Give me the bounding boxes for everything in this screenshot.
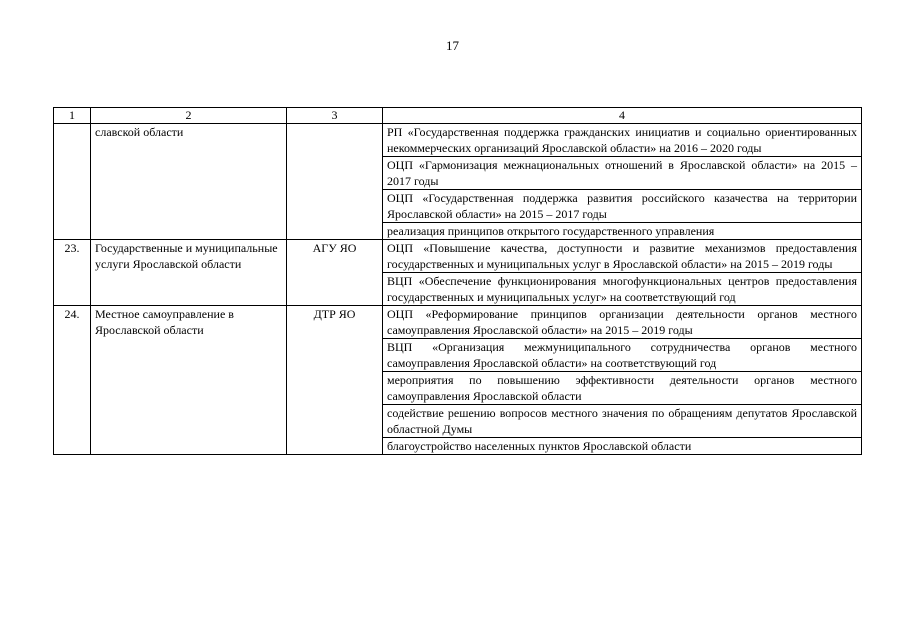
- column-header-2: 2: [91, 108, 287, 124]
- table-header-row: [54, 108, 862, 124]
- program-cell: ОЦП «Государственная поддержка развития российского казачества на территории Ярославской области» на 2015 – 2017 годы: [383, 190, 862, 223]
- row-number: 23.: [54, 240, 91, 306]
- executor: АГУ ЯО: [287, 240, 383, 306]
- program-cell: содействие решению вопросов местного значения по обращениям депутатов Ярославской областной Думы: [383, 405, 862, 438]
- area-name: славской области: [91, 124, 287, 240]
- program-cell: ВЦП «Обеспечение функционирования многофункциональных центров предоставления государственных и муниципальных услуг» на соответствующий год: [383, 273, 862, 306]
- row-number: 24.: [54, 306, 91, 455]
- program-cell: РП «Государственная поддержка гражданских инициатив и социально ориентированных некоммерческих организаций Ярославской области» на 2016 – 2020 годы: [383, 124, 862, 157]
- program-cell: благоустройство населенных пунктов Ярославской области: [383, 438, 862, 455]
- program-cell: ОЦП «Гармонизация межнациональных отношений в Ярославской области» на 2015 – 2017 годы: [383, 157, 862, 190]
- executor: [287, 124, 383, 240]
- table-row: [54, 306, 862, 339]
- program-cell: ОЦП «Реформирование принципов организации деятельности органов местного самоуправления Ярославской области» на 2015 – 2019 годы: [383, 306, 862, 339]
- program-cell: мероприятия по повышению эффективности деятельности органов местного самоуправления Ярославской области: [383, 372, 862, 405]
- area-name: Местное самоуправление в Ярославской области: [91, 306, 287, 455]
- program-cell: ВЦП «Организация межмуниципального сотрудничества органов местного самоуправления Ярославской области» на соответствующий год: [383, 339, 862, 372]
- area-name: Государственные и муниципальные услуги Ярославской области: [91, 240, 287, 306]
- program-cell: реализация принципов открытого государственного управления: [383, 223, 862, 240]
- table-row: [54, 240, 862, 273]
- column-header-4: 4: [383, 108, 862, 124]
- page-number: 17: [446, 38, 459, 53]
- row-number: [54, 124, 91, 240]
- program-cell: ОЦП «Повышение качества, доступности и развитие механизмов предоставления государственных и муниципальных услуг в Ярославской области» на 2015 – 2019 годы: [383, 240, 862, 273]
- column-header-3: 3: [287, 108, 383, 124]
- table-row: [54, 124, 862, 157]
- executor: ДТР ЯО: [287, 306, 383, 455]
- programs-table: [53, 107, 862, 455]
- column-header-1: 1: [54, 108, 91, 124]
